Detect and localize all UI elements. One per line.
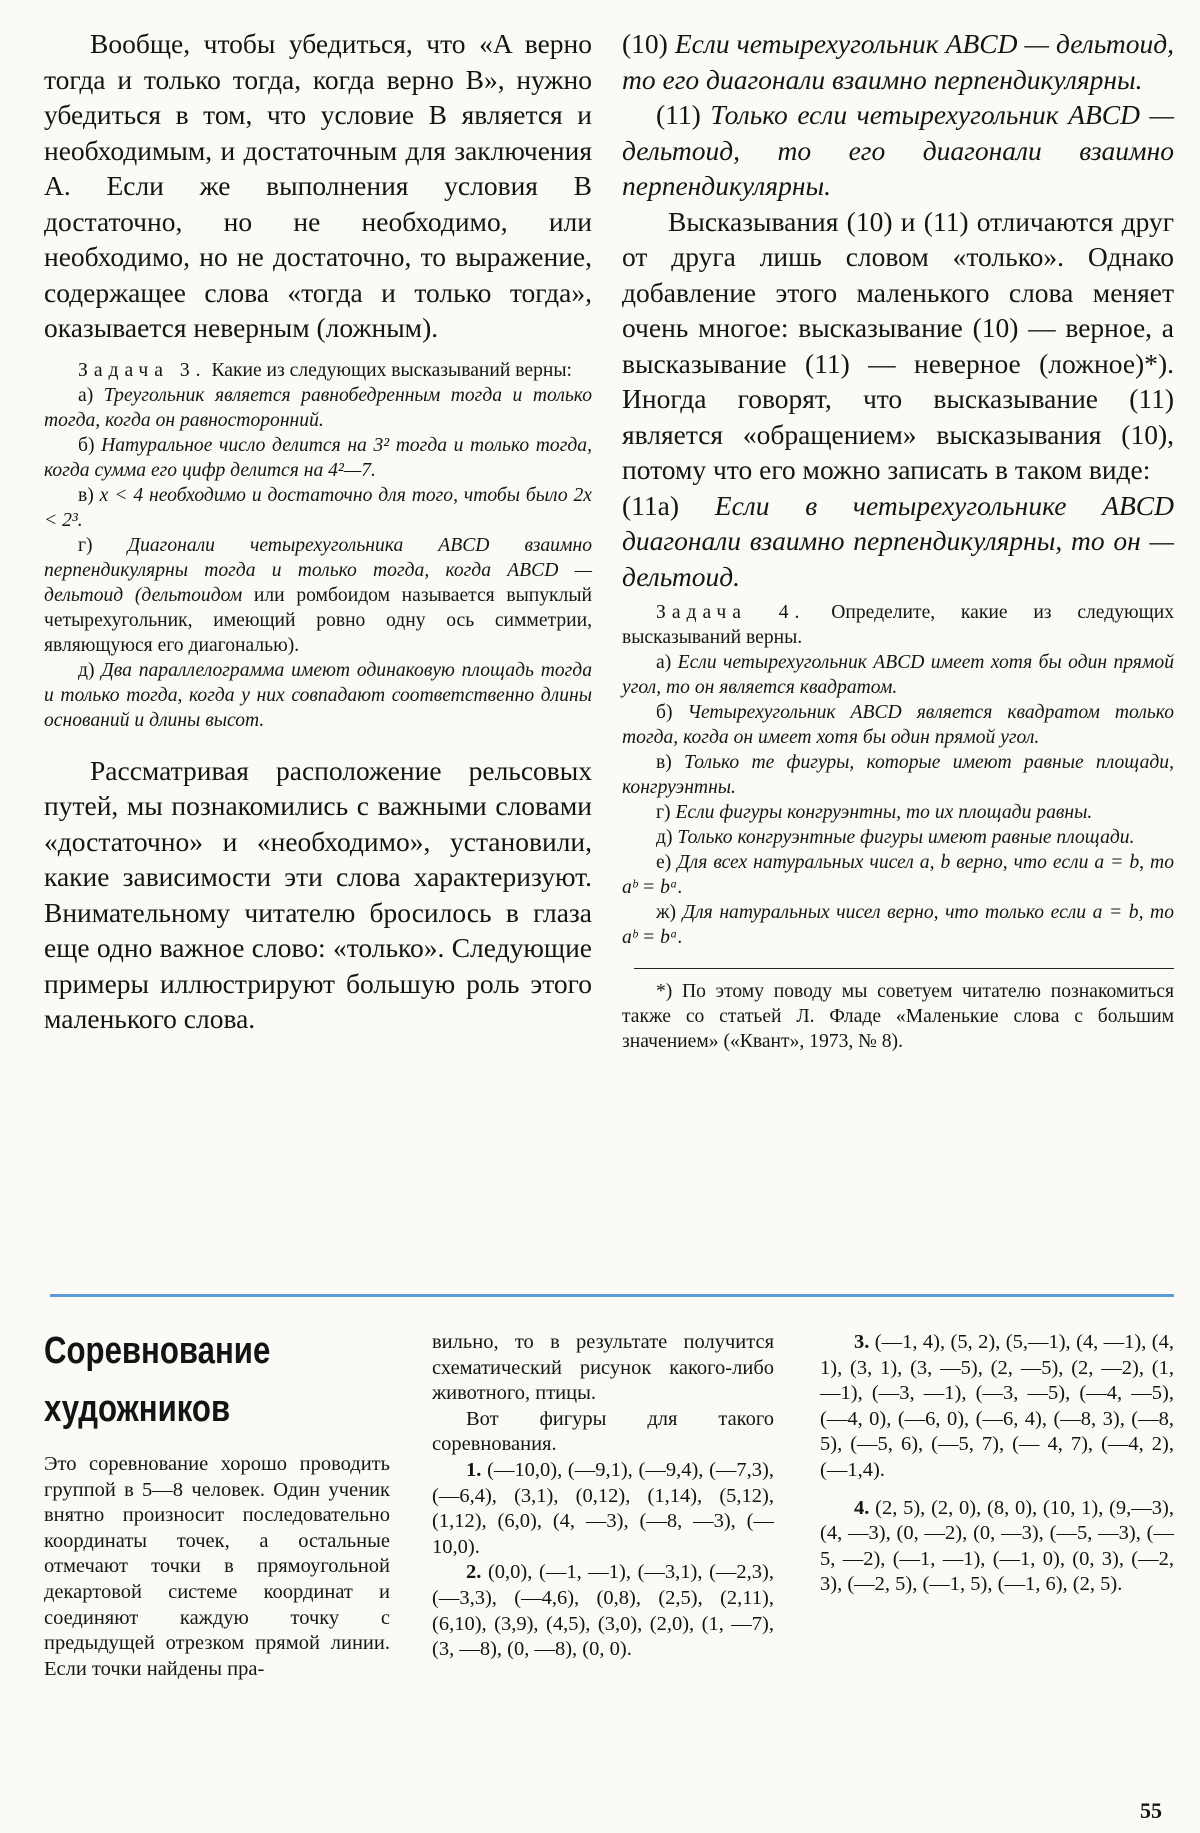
task3-item-e: д) Два параллелограмма имеют одинаковую площадь тогда и только тогда, когда у них совпадают соответственно длины оснований и длины высот. bbox=[44, 659, 592, 731]
section-divider bbox=[50, 1294, 1174, 1297]
bottom-column-1 bbox=[44, 1452, 390, 1682]
task3-item-c: в) x < 4 необходимо и достаточно для того, чтобы было 2x < 2³. bbox=[44, 484, 593, 531]
task4-list bbox=[622, 650, 1174, 950]
footnote: *) По этому поводу мы советуем читателю познакомиться также со статьей Л. Фладе «Маленькие слова с большим значением» («Квант», 1973, № 8). bbox=[622, 981, 1174, 1052]
bottom-column-2 bbox=[432, 1330, 774, 1663]
competition-description-cont: вильно, то в результате получится схематический рисунок какого-либо животного, птицы. bbox=[432, 1331, 774, 1405]
figure-4: 4. (2, 5), (2, 0), (8, 0), (10, 1), (9,—3), (4, —3), (0, —2), (0, —3), (—5, —3), (—5, —2), (—1, —1), (—1, 0), (0, 3), (—2, 3), (—2, 5), (—1, 5), (—1, 6), (2, 5). bbox=[820, 1496, 1174, 1596]
statement-11a: (11a) Если в четырехугольнике ABCD диагонали взаимно перпендикулярны, то он — дельтоид. bbox=[622, 489, 1175, 592]
footnote-divider bbox=[634, 968, 1174, 969]
task4-item: ж) Для натуральных чисел верно, что только если a = b, то aᵇ = bᵃ. bbox=[622, 902, 1174, 948]
task4-item: е) Для всех натуральных чисел a, b верно, что если a = b, то aᵇ = bᵃ. bbox=[622, 852, 1174, 898]
task4-item: д) Только конгруэнтные фигуры имеют равные площади. bbox=[656, 827, 1135, 848]
task3-heading: Задача 3. Какие из следующих высказываний верны: bbox=[78, 359, 572, 381]
task4-heading: Задача 4. Определите, какие из следующих высказываний верны. bbox=[622, 602, 1175, 648]
figure-1: 1. (—10,0), (—9,1), (—9,4), (—7,3), (—6,4), (3,1), (0,12), (1,14), (5,12), (1,12), (6,0), (4, —3), (—8, —3), (—10,0). bbox=[432, 1458, 774, 1558]
section-title: Соревнование художников bbox=[44, 1330, 271, 1430]
task3-item-b: б) Натуральное число делится на 3² тогда и только тогда, когда сумма его цифр делится на 4²—7. bbox=[44, 434, 592, 481]
top-left-column bbox=[44, 26, 592, 1037]
statement-10: (10) Если четырехугольник ABCD — дельтоид, то его диагонали взаимно перпендикулярны. bbox=[622, 28, 1175, 95]
statement-11: (11) Только если четырехугольник ABCD — дельтоид, то его диагонали взаимно перпендикулярны. bbox=[622, 99, 1174, 201]
task4-item: г) Если фигуры конгруэнтны, то их площади равны. bbox=[656, 802, 1093, 823]
task4-item: б) Четырехугольник ABCD является квадратом только тогда, когда он имеет хотя бы один прямой угол. bbox=[622, 702, 1174, 748]
page-number: 55 bbox=[1140, 1798, 1162, 1823]
task3-item-d: г) Диагонали четырехугольника ABCD взаимно перпендикулярны тогда и только тогда, когда ABCD — дельтоид (дельтоидом или ромбоидом называется выпуклый четырехугольник, имеющий ровно одну ось симметрии, являющуюся его диагональю). bbox=[44, 534, 592, 656]
paragraph-if-and-only-if: Вообще, чтобы убедиться, что «A верно тогда и только тогда, когда верно B», нужно убедиться в том, что условие B является и необходимым, и достаточным для заключения A. Если же выполнения условия B достаточно, но не необходимо, или необходимо, но не достаточно, то выражение, содержащее слова «тогда и только тогда», оказывается неверным (ложным). bbox=[44, 28, 592, 343]
figure-2: 2. (0,0), (—1, —1), (—3,1), (—2,3), (—3,3), (—4,6), (0,8), (2,5), (2,11), (6,10), (3,9), (4,5), (3,0), (2,0), (1, —7), (3, —8), (0, —8), (0, 0). bbox=[432, 1561, 774, 1661]
competition-description: Это соревнование хорошо проводить группой в 5—8 человек. Один ученик внятно произносит последовательно координаты точек, а остальные отмечают точки в прямоугольной декартовой системе координат и соединяют каждую точку с предыдущей отрезком прямой линии. Если точки найдены пра- bbox=[44, 1453, 390, 1680]
figures-intro: Вот фигуры для такого соревнования. bbox=[432, 1407, 774, 1456]
figure-3: 3. (—1, 4), (5, 2), (5,—1), (4, —1), (4, 1), (3, 1), (3, —5), (2, —5), (2, —2), (1, —1), (—3, —1), (—3, —5), (—4, —5), (—4, 0), (—6, 0), (—6, 4), (—8, 3), (—8, 5), (—5, 6), (—5, 7), (— 4, 7), (—4, 2), (—1,4). bbox=[820, 1331, 1174, 1481]
task4-item: а) Если четырехугольник ABCD имеет хотя бы один прямой угол, то он является квадратом. bbox=[622, 652, 1174, 698]
top-right-column bbox=[622, 26, 1174, 1054]
paragraph-converse: Высказывания (10) и (11) отличаются друг от друга лишь словом «только». Однако добавление этого маленького слова меняет очень многое: высказывание (10) — верное, а высказывание (11) — неверное (ложное)*). Иногда говорят, что высказывание (11) является «обращением» высказывания (10), потому что его можно записать в таком виде: bbox=[622, 205, 1174, 485]
paragraph-rail-tracks: Рассматривая расположение рельсовых путей, мы познакомились с важными словами «достаточно» и «необходимо», установили, какие зависимости эти слова характеризуют. Внимательному читателю бросилось в глаза еще одно важное слово: «только». Следующие примеры иллюстрируют большую роль этого маленького слова. bbox=[44, 754, 592, 1034]
bottom-column-3 bbox=[820, 1330, 1174, 1598]
task4-item: в) Только те фигуры, которые имеют равные площади, конгруэнтны. bbox=[622, 752, 1174, 798]
task3-item-a: а) Треугольник является равнобедренным тогда и только тогда, когда он равносторонний. bbox=[44, 384, 592, 431]
